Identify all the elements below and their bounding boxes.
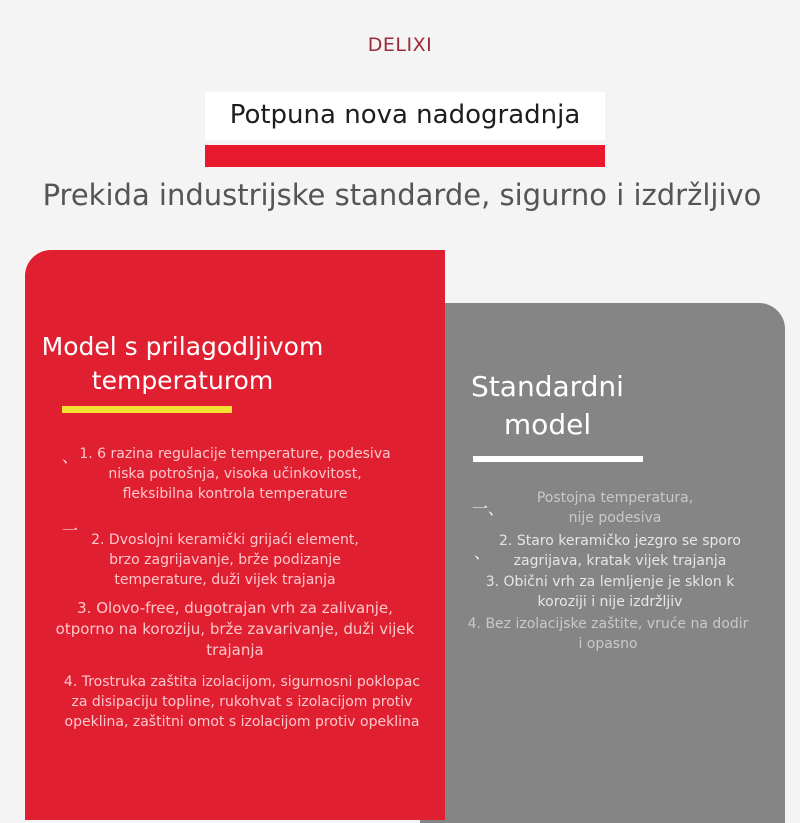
feature-line: temperature, duži vijek trajanja [114, 572, 336, 588]
adjustable-feature-2 [15, 530, 435, 590]
feature-line: fleksibilna kontrola temperature [122, 486, 348, 502]
subtitle: Prekida industrijske standarde, sigurno i izdržljivo [42, 178, 762, 212]
standard-model-title-line1: Standardni [471, 370, 624, 403]
standard-feature-1 [490, 488, 740, 528]
feature-line: zagrijava, kratak vijek trajanja [513, 553, 727, 569]
standard-feature-3 [460, 572, 760, 612]
standard-model-title [445, 368, 650, 444]
bullet-mark: 一 [62, 521, 79, 540]
adjustable-feature-4 [42, 672, 442, 732]
brand-name: DELIXI [367, 34, 433, 56]
standard-feature-2 [470, 531, 770, 571]
adjustable-model-title [25, 330, 340, 398]
bullet-mark: 一、 [472, 499, 505, 518]
feature-line: trajanja [206, 641, 264, 659]
adjustable-model-title-line1: Model s prilagodljivom [41, 332, 324, 361]
adjustable-model-title-line2: temperaturom [91, 366, 274, 395]
standard-model-underline [473, 456, 643, 462]
feature-line: 3. Olovo-free, dugotrajan vrh za zalivanje, [77, 599, 393, 617]
feature-line: za disipaciju topline, rukohvat s izolacijom protiv [71, 694, 413, 710]
feature-line: nije podesiva [568, 510, 662, 526]
feature-line: 4. Trostruka zaštita izolacijom, sigurnosni poklopac [63, 674, 421, 690]
standard-feature-4 [448, 614, 768, 654]
adjustable-feature-1 [25, 444, 445, 504]
feature-line: koroziji i nije izdržljiv [537, 594, 683, 610]
feature-line: 2. Dvoslojni keramički grijaći element, [91, 532, 359, 548]
standard-model-title-line2: model [503, 408, 592, 441]
feature-line: niska potrošnja, visoka učinkovitost, [108, 466, 362, 482]
feature-line: otporno na koroziju, brže zavarivanje, duži vijek [55, 620, 415, 638]
headline-red-bar [205, 145, 605, 167]
feature-line: Postojna temperatura, [536, 490, 694, 506]
feature-line: i opasno [578, 636, 638, 652]
feature-line: brzo zagrijavanje, brže podizanje [109, 552, 341, 568]
adjustable-feature-3 [25, 598, 445, 661]
feature-line: 1. 6 razina regulacije temperature, podesiva [79, 446, 391, 462]
bullet-mark: 、 [62, 447, 79, 466]
feature-line: 2. Staro keramičko jezgro se sporo [499, 533, 741, 549]
bullet-mark: 、 [474, 543, 491, 562]
adjustable-model-underline [62, 406, 232, 413]
feature-line: 4. Bez izolacijske zaštite, vruće na dodir [467, 616, 749, 632]
feature-line: opeklina, zaštitni omot s izolacijom protiv opeklina [64, 714, 420, 730]
feature-line: 3. Obični vrh za lemljenje je sklon k [485, 574, 735, 590]
headline: Potpuna nova nadogradnja [229, 100, 581, 130]
